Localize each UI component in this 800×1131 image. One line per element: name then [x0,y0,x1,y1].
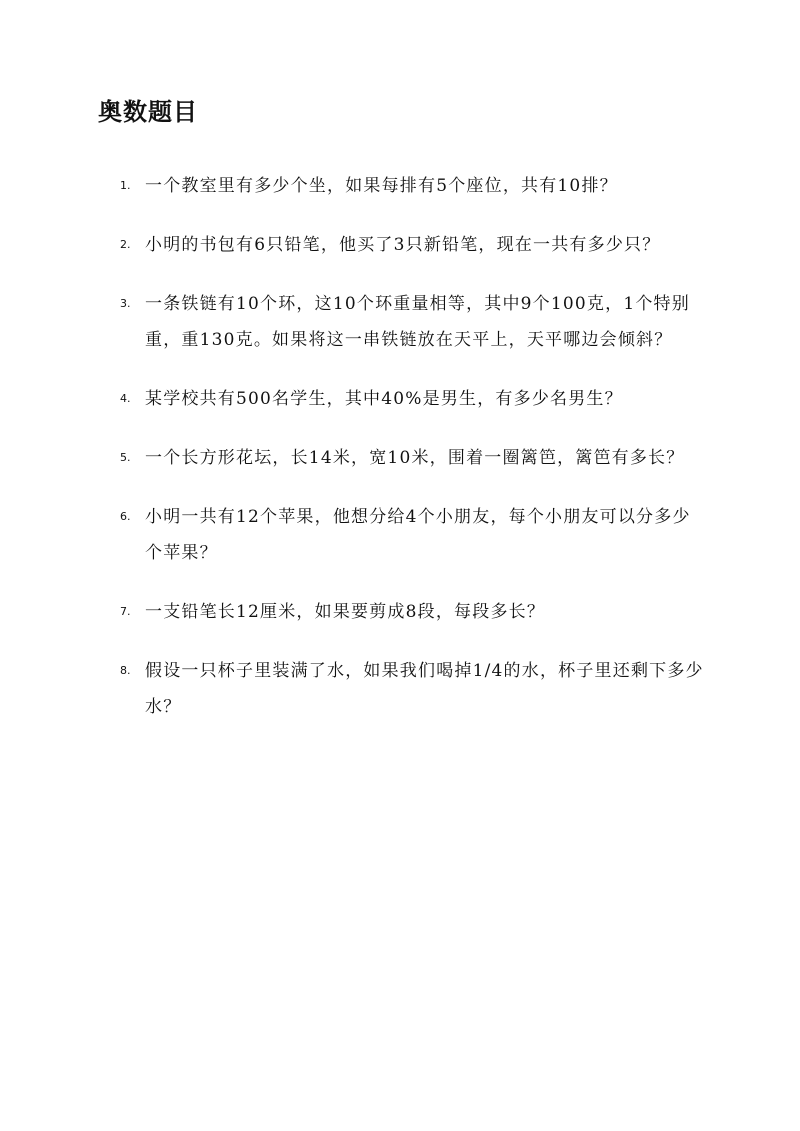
question-item [120,653,705,725]
question-text: 小明一共有12个苹果，他想分给4个小朋友，每个小朋友可以分多少个苹果？ [145,507,691,563]
question-text: 某学校共有500名学生，其中40%是男生，有多少名男生？ [145,389,623,409]
page-title: 奥数题目 [98,98,198,126]
question-text: 一条铁链有10个环，这10个环重量相等，其中9个100克，1个特别重，重130克。如果将这一串铁链放在天平上，天平哪边会倾斜？ [145,294,690,350]
question-number: 1. [120,179,131,192]
question-item [120,499,705,571]
question-item [120,168,705,204]
question-number: 2. [120,238,131,251]
question-text: 一个教室里有多少个坐，如果每排有5个座位，共有10排？ [145,176,618,196]
question-number: 7. [120,605,131,618]
question-text: 假设一只杯子里装满了水，如果我们喝掉1/4的水，杯子里还剩下多少水？ [145,661,704,717]
question-number: 6. [120,510,131,523]
question-text: 一个长方形花坛，长14米，宽10米，围着一圈篱笆，篱笆有多长？ [145,448,685,468]
question-item [120,381,705,417]
question-number: 4. [120,392,131,405]
question-item [120,286,705,358]
question-text: 小明的书包有6只铅笔，他买了3只新铅笔，现在一共有多少只？ [145,235,661,255]
question-item [120,227,705,263]
question-number: 5. [120,451,131,464]
question-number: 3. [120,297,131,310]
question-item [120,594,705,630]
question-item [120,440,705,476]
question-number: 8. [120,664,131,677]
question-list [120,168,705,748]
question-text: 一支铅笔长12厘米，如果要剪成8段，每段多长？ [145,602,546,622]
